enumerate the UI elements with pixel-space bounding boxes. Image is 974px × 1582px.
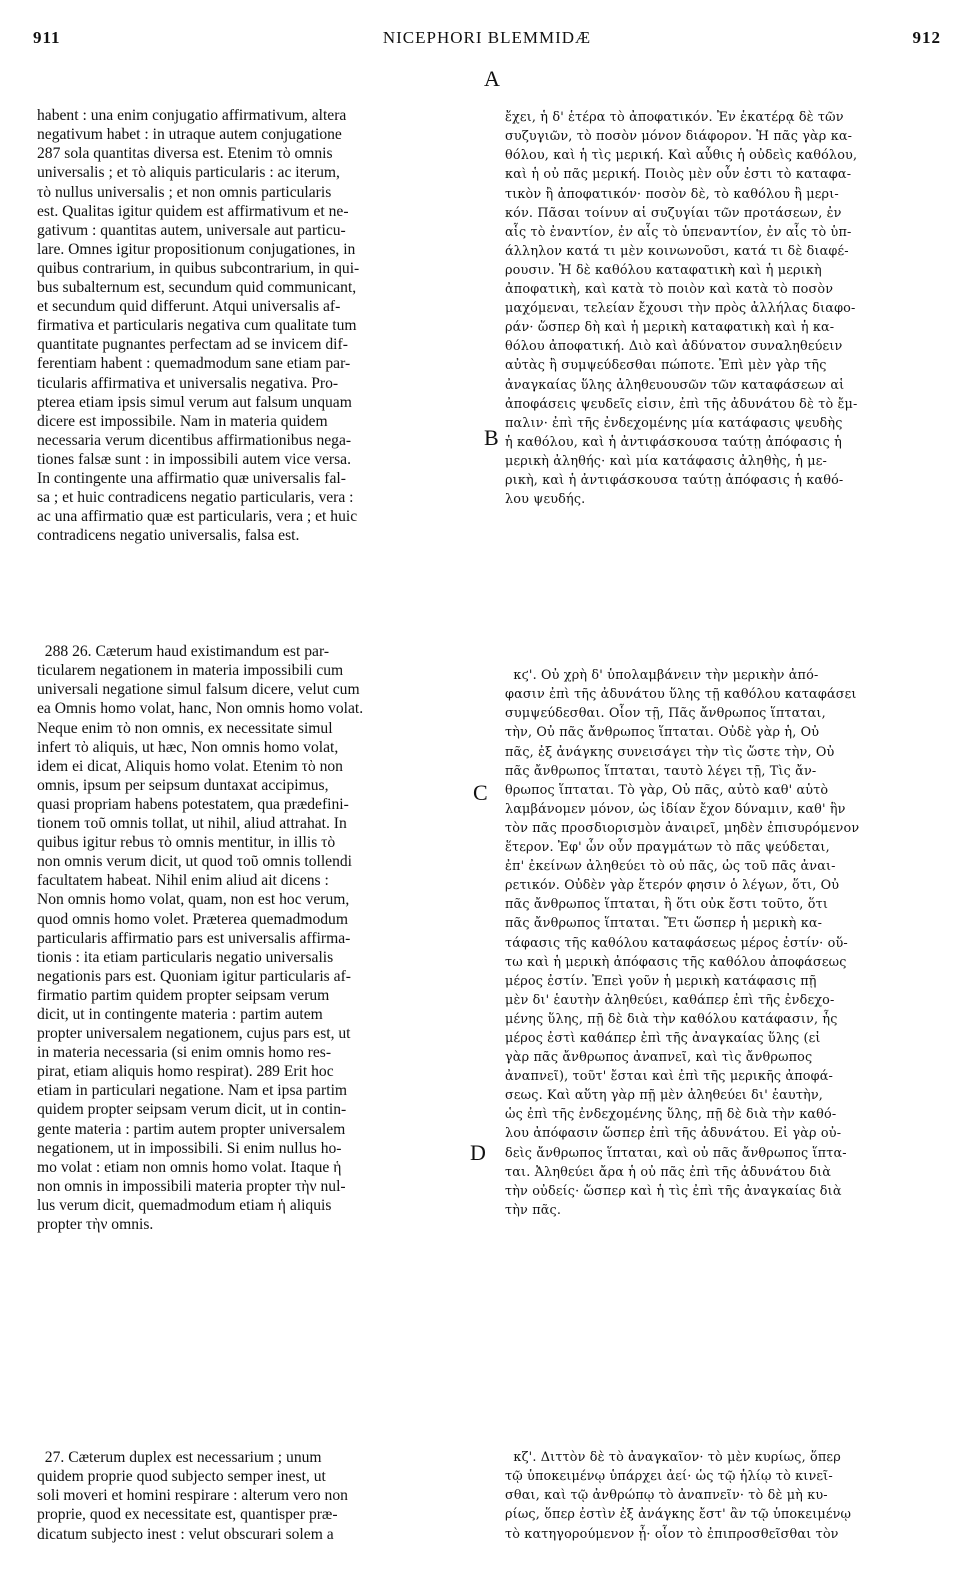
latin-paragraph-1: habent : una enim conjugatio affirmativum, altera negativum habet : in utraque autem conjugatione 287 sola quantitas diversa est. Etenim τὸ omnis universalis ; et τὸ aliquis particularis : ac iterum, τὸ nullus universalis ; et non omnis particularis est. Qualitas igitur quidem est affirmativum et ne- gativum : quantitas autem, universale aut particu- lare. Omnes igitur propositionum conjugationes, in quibus contrarium, in quibus subcontrarium, in qui- bus subalternum est, secundum quid communicant, et secundum quid differunt. Atqui universalis af- firmativa et particularis negativa cum qualitate tum quantitate pugnantes perfectam ad se invicem dif- ferentiam habent : quemadmodum sane etiam par- ticularis affirmativa et universalis negativa. Pro- ptereа etiam ipsis simul verum aut falsum unquam dicere est impossibile. Nam in materia quidem necessaria verum dicentibus affirmationibus nega- tiones falsæ sunt : in impossibili autem vice versa. In contingente una affirmatio quæ universalis fal- sa ; et huic contradicens negatio particularis, vera : ac una affirmatio quæ est particularis, vera ; et huic contradicens negatio universalis, falsa est.	[37, 107, 360, 545]
latin-paragraph-3: 27. Cæterum duplex est necessarium ; unum quidem proprie quod subjecto semper inest, ut soli moveri et homini respirare : alterum vero non proprie, quod ex necessitate est, quantisper præ- dicatum subjecto inest : velut obscurari solem a	[37, 1449, 348, 1543]
latin-column-block-3	[37, 1410, 485, 1582]
greek-paragraph-3: κζ'. Διττὸν δὲ τὸ ἀναγκαῖον· τὸ μὲν κυρίως, ὅπερ τῷ ὑποκειμένῳ ὑπάρχει ἀεί· ὡς τῷ ἡλίῳ τὸ κινεῖ- σθαι, καὶ τῷ ἀνθρώπῳ τὸ ἀναπνεῖν· τὸ δὲ μὴ κυ- ρίως, ὅπερ ἐστὶν ἐξ ἀνάγκης ἔστ' ἂν τῷ ὑποκειμένῳ τὸ κατηγορούμενον ᾖ· οἷον τὸ ἐπιπροσθεῖσθαι τὸν	[505, 1450, 852, 1542]
greek-paragraph-2: κϛ'. Οὐ χρὴ δ' ὑπολαμβάνειν τὴν μερικὴν ἀπό- φασιν ἐπὶ τῆς ἀδυνάτου ὕλης τῇ καθόλου καταφάσει συμψεύδεσθαι. Οἷον τῇ, Πᾶς ἄνθρωπος ἵπταται, τὴν, Οὐ πᾶς ἄνθρωπος ἵπταται. Οὐδὲ γὰρ ἡ, Οὐ πᾶς, ἐξ ἀνάγκης συνεισάγει τὴν τὶς ὥστε τὴν, Οὐ πᾶς ἄνθρωπος ἵπταται, ταυτὸ λέγει τῇ, Τὶς ἄν- θρωπος ἵπταται. Τὸ γὰρ, Οὐ πᾶς, αὐτὸ καθ' αὑτὸ λαμβάνομεν μόνον, ὡς ἰδίαν ἔχον δύναμιν, καθ' ἣν τὸν πᾶς προσδιορισμὸν ἀναιρεῖ, μηδὲν ἐπισυρόμενον ἕτερον. Ἐφ' ὧν οὖν πραγμάτων τὸ πᾶς ψεύδεται, ἐπ' ἐκείνων ἀληθεύει τὸ οὐ πᾶς, ὡς τοῦ πᾶς ἀναι- ρετικόν. Οὐδὲν γὰρ ἕτερόν φησιν ὁ λέγων, ὅτι, Οὐ πᾶς ἄνθρωπος ἵπταται, ἢ ὅτι οὐκ ἔστι τοῦτο, ὅτι πᾶς ἄνθρωπος ἵπταται. Ἔτι ὥσπερ ἡ μερικὴ κα- τάφασις τῆς καθόλου καταφάσεως μέρος ἐστίν· οὕ- τω καὶ ἡ μερικὴ ἀπόφασις τῆς καθόλου ἀποφάσεως μέρος ἐστίν. Ἐπεὶ γοῦν ἡ μερικὴ κατάφασις πῇ μὲν δι' ἑαυτὴν ἀληθεύει, καθάπερ ἐπὶ τῆς ἐνδεχο- μένης ὕλης, πῇ δὲ διὰ τὴν καθόλου κατάφασιν, ἧς μέρος ἐστὶ καθάπερ ἐπὶ τῆς ἀναγκαίας ὕλης (εἰ γὰρ πᾶς ἄνθρωπος ἀναπνεῖ, καὶ τὶς ἄνθρωπος ἀναπνεῖ), τοῦτ' ἔσται καὶ ἐπὶ τῆς μερικῆς ἀποφά- σεως. Καὶ αὕτη γὰρ πῇ μὲν ἀληθεύει δι' ἑαυτὴν, ὡς ἐπὶ τῆς ἐνδεχομένης ὕλης, πῇ δὲ διὰ τὴν καθό- λου ἀπόφασιν ὥσπερ ἐπὶ τῆς ἀδυνάτου. Εἰ γὰρ οὐ- δεὶς ἄνθρωπος ἵπταται, καὶ οὐ πᾶς ἄνθρωπος ἵπτα- ται. Ἀληθεύει ἄρα ἡ οὐ πᾶς ἐπὶ τῆς ἀδυνάτου διὰ τὴν οὐδείς· ὥσπερ καὶ ἡ τὶς ἐπὶ τῆς ἀναγκαίας διὰ τὴν πᾶς.	[505, 668, 860, 1218]
page-number-right: 912	[912, 28, 941, 47]
margin-letter-c: C	[473, 780, 488, 805]
running-title: NICEPHORI BLEMMIDÆ	[382, 28, 592, 47]
greek-paragraph-1: ἔχει, ἡ δ' ἑτέρα τὸ ἀποφατικόν. Ἐν ἑκατέρᾳ δὲ τῶν συζυγιῶν, τὸ ποσὸν μόνον διάφορον. Ἡ πᾶς γὰρ κα- θόλου, καὶ ἡ τὶς μερική. Καὶ αὖθις ἡ οὐδεὶς καθόλου, καὶ ἡ οὐ πᾶς μερική. Ποιὸς μὲν οὖν ἐστι τὸ καταφα- τικὸν ἢ ἀποφατικόν· ποσὸν δὲ, τὸ καθόλου ἢ μερι- κόν. Πᾶσαι τοίνυν αἱ συζυγίαι τῶν προτάσεων, ἐν αἷς τὸ ἐναντίον, ἐν αἷς τὸ ὑπεναντίον, ἐν αἷς τὸ ὑπ- άλληλον κατά τι μὲν κοινωνοῦσι, κατά τι δὲ διαφέ- ρουσιν. Ἡ δὲ καθόλου καταφατικὴ καὶ ἡ μερικὴ ἀποφατικὴ, καὶ κατὰ τὸ ποιὸν καὶ κατὰ τὸ ποσὸν μαχόμεναι, τελείαν ἔχουσι τὴν πρὸς ἀλλήλας διαφο- ράν· ὥσπερ δὴ καὶ ἡ μερικὴ καταφατικὴ καὶ ἡ κα- θόλου ἀποφατική. Διὸ καὶ ἀδύνατον συναληθεύειν αὐτὰς ἢ συμψεύδεσθαι πώποτε. Ἐπὶ μὲν γὰρ τῆς ἀναγκαίας ὕλης ἀληθευουσῶν τῶν καταφάσεων αἱ ἀποφάσεις ψευδεῖς εἰσιν, ἐπὶ τῆς ἀδυνάτου δὲ τὸ ἔμ- παλιν· ἐπὶ τῆς ἐνδεχομένης μία κατάφασις ψευδὴς ἡ καθόλου, καὶ ἡ ἀντιφάσκουσα ταύτῃ ἀπόφασις ἡ μερικὴ ἀληθής· καὶ μία κατάφασις ἀληθὴς, ἡ με- ρικὴ, καὶ ἡ ἀντιφάσκουσα ταύτῃ ἀπόφασις ἡ καθό- λου ψευδής.	[505, 110, 858, 508]
margin-letter-d: D	[470, 1140, 486, 1165]
latin-column-block-2	[37, 604, 485, 1272]
latin-paragraph-2: 288 26. Cæterum haud existimandum est par- ticularem negationem in materia impossibili cum universali negatione simul falsum dicere, velut cum ea Omnis homo volat, hanc, Non omnis homo volat. Neque enim τὸ non omnis, ex necessitate simul infert τὸ aliquis, ut hæc, Non omnis homo volat, idem ei dicat, Aliquis homo volat. Etenim τὸ non omnis, ipsum per seipsum duntaxat accipimus, quasi propriam habens potestatem, qua prædefini- tionem τοῦ omnis tollat, ut nihil, aliud attrahat. In quibus igitur rebus τὸ omnis mentitur, in illis τὸ non omnis verum dicit, ut quod τοῦ omnis tollendi facultatem habeat. Nihil enim aliud ait dicens : Non omnis homo volat, quam, non est hoc verum, quod omnis homo volet. Præterea quemadmodum particularis affirmatio pars est universalis affirma- tionis : ita etiam particularis negatio universalis negationis pars est. Quoniam igitur particularis af- firmatio partim quidem propter seipsam verum dicit, ut in contingente materia : partim autem propter universalem negationem, cujus pars est, ut in materia necessaria (si enim omnis homo res- pirat, etiam aliquis homo respirat). 289 Erit hoc etiam in particulari negatione. Nam et ipsa partim quidem propter seipsam verum dicit, ut in contin- gente materia : partim autem propter universalem negationem, ut in impossibili. Si enim nullus ho- mo volat : etiam non omnis homo volat. Itaque ἡ non omnis in impossibili materia propter τὴν nul- lus verum dicit, quemadmodum etiam ἡ aliquis propter τὴν omnis.	[37, 643, 364, 1233]
greek-column-block-2	[505, 628, 943, 1258]
margin-letter-a: A	[484, 66, 500, 91]
page-number-left: 911	[33, 28, 61, 47]
greek-column-block-3	[505, 1410, 943, 1582]
greek-column-block-1	[505, 70, 943, 547]
latin-column-block-1	[37, 68, 485, 584]
margin-letter-b: B	[484, 425, 499, 450]
